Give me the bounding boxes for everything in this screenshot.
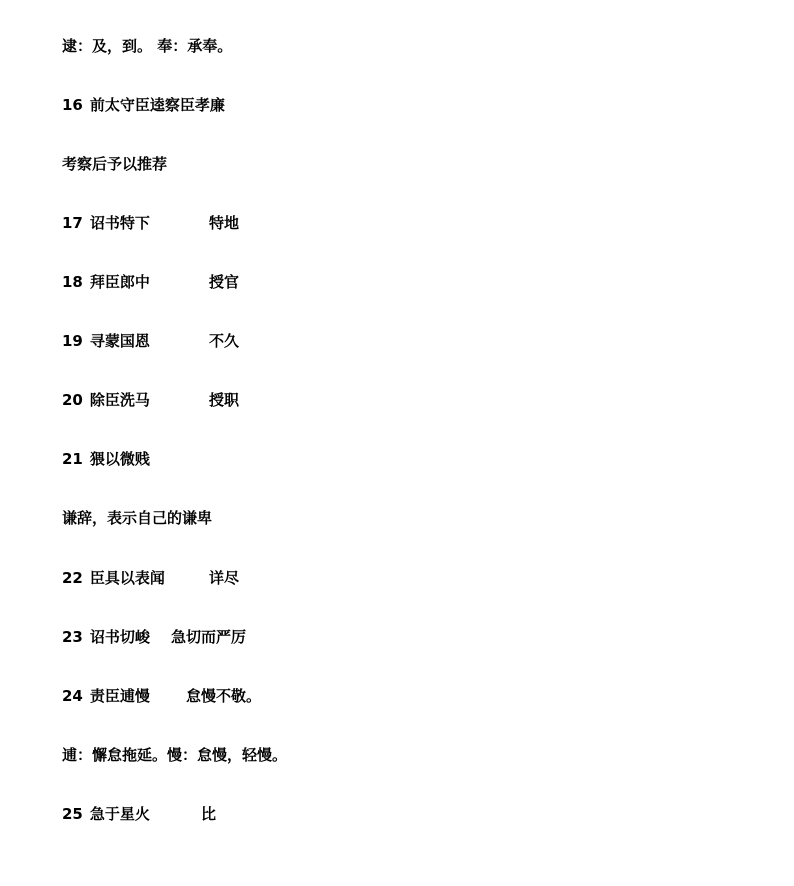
entry-gloss: 授官 (209, 273, 240, 291)
entry-line (62, 684, 262, 708)
entry-line (62, 625, 247, 649)
entry-gloss: 授职 (209, 391, 240, 409)
entry-line (62, 388, 240, 412)
note-line (62, 743, 287, 767)
entry-text: 诏书切峻 (89, 628, 150, 646)
entry-text: 寻蒙国恩 (89, 332, 150, 350)
entry-gloss: 不久 (209, 332, 240, 350)
entry-line (62, 93, 225, 117)
document-page (62, 0, 762, 886)
entry-line (62, 802, 217, 826)
entry-number: 22 (62, 569, 83, 587)
entry-number: 16 (62, 96, 83, 114)
note-line (62, 34, 232, 58)
entry-text: 臣具以表闻 (89, 569, 165, 587)
entry-line (62, 566, 240, 590)
entry-gloss: 比 (201, 805, 217, 823)
entry-text: 除臣洗马 (89, 391, 150, 409)
note-text: 逮：及，到。 奉：承奉。 (62, 37, 233, 55)
entry-text: 猥以微贱 (89, 450, 150, 468)
entry-line (62, 211, 240, 235)
note-text: 考察后予以推荐 (62, 155, 168, 173)
entry-number: 23 (62, 628, 83, 646)
entry-text: 诏书特下 (89, 214, 150, 232)
entry-gloss: 特地 (209, 214, 240, 232)
entry-number: 20 (62, 391, 83, 409)
entry-number: 24 (62, 687, 83, 705)
entry-number: 21 (62, 450, 83, 468)
entry-number: 18 (62, 273, 83, 291)
entry-gloss: 急切而严厉 (171, 628, 247, 646)
entry-line (62, 447, 150, 471)
entry-line (62, 270, 240, 294)
note-text: 谦辞，表示自己的谦卑 (62, 509, 213, 527)
entry-text: 前太守臣逵察臣孝廉 (89, 96, 225, 114)
entry-number: 17 (62, 214, 83, 232)
entry-number: 25 (62, 805, 83, 823)
note-text: 逋：懈怠拖延。慢：怠慢，轻慢。 (62, 746, 288, 764)
note-line (62, 506, 212, 530)
note-line (62, 152, 167, 176)
entry-number: 19 (62, 332, 83, 350)
entry-text: 责臣逋慢 (89, 687, 150, 705)
entry-line (62, 329, 240, 353)
entry-text: 拜臣郎中 (89, 273, 150, 291)
entry-gloss: 怠慢不敬。 (186, 687, 262, 705)
entry-text: 急于星火 (89, 805, 150, 823)
entry-gloss: 详尽 (209, 569, 240, 587)
